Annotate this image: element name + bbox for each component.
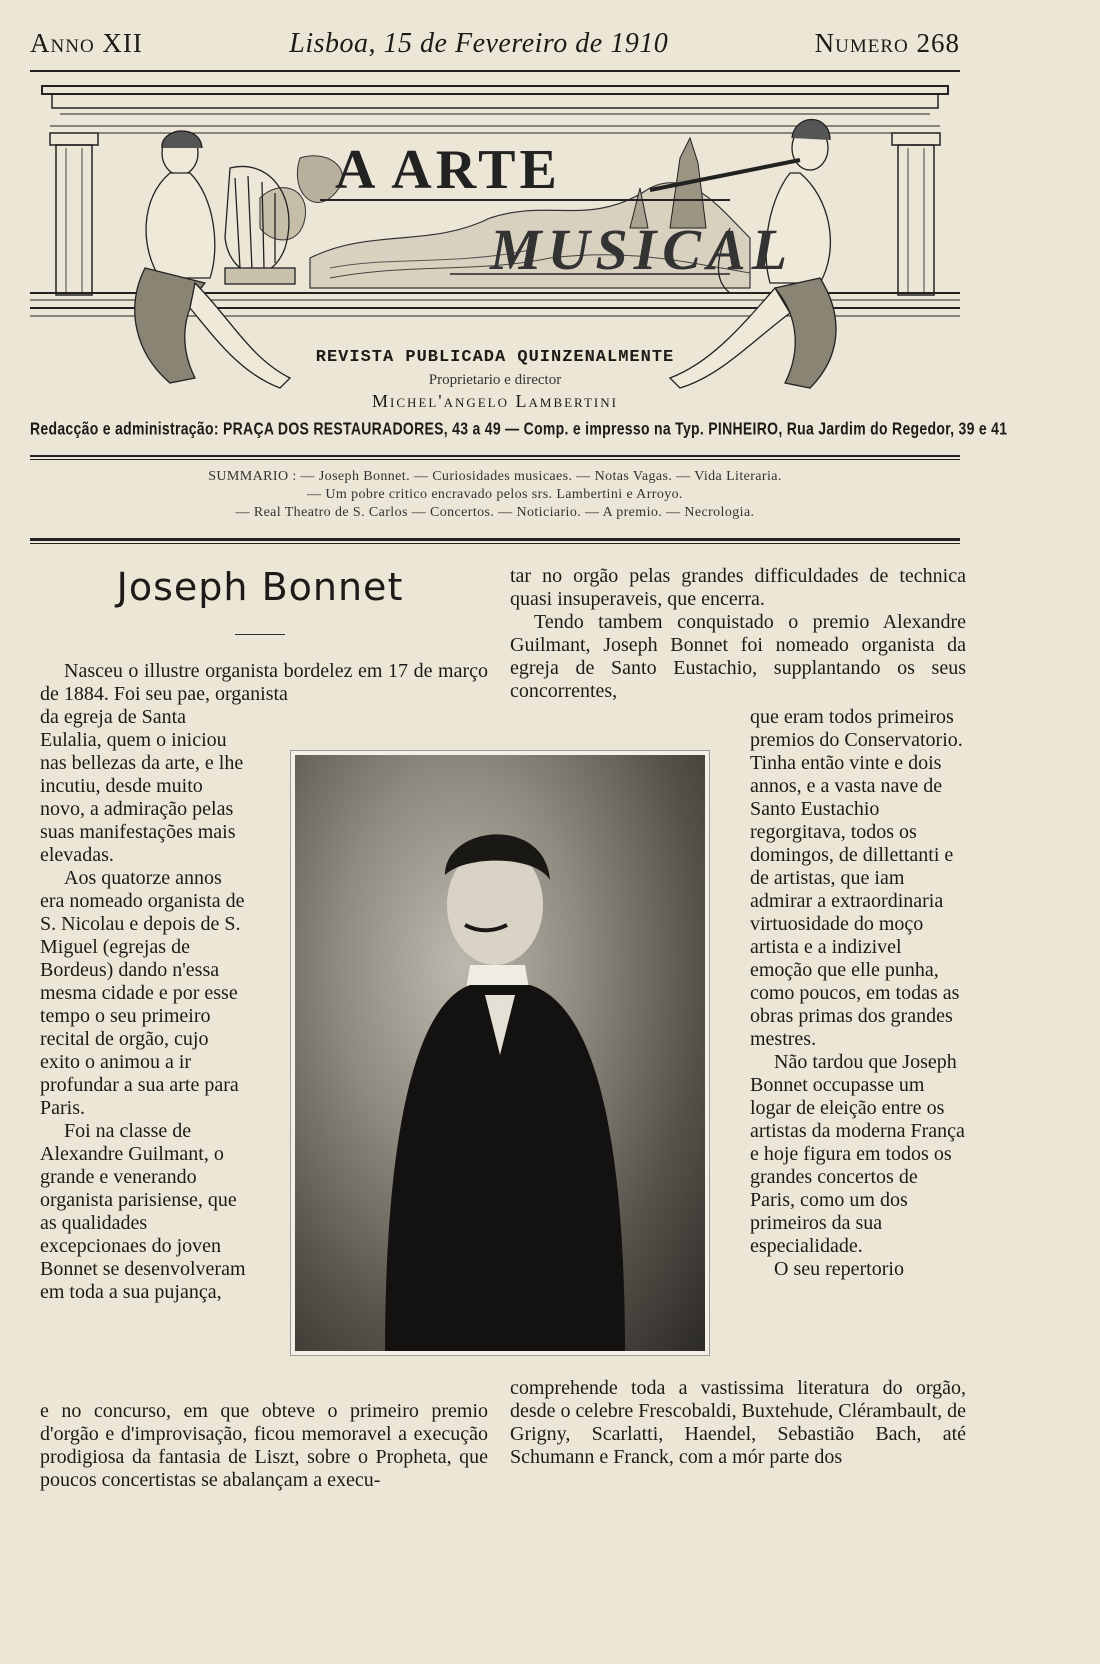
summary: [30, 468, 960, 522]
volume-label: Anno XII: [30, 28, 143, 58]
article-column-right: [510, 565, 966, 703]
issue-date: Lisboa, 15 de Fevereiro de 1910: [289, 28, 669, 59]
article-column-left: [40, 706, 250, 1304]
paragraph-text: Nasceu o illustre organista bordelez em 17 de março de 1884. Foi seu pae, organista: [40, 660, 488, 705]
issue-header: [30, 28, 960, 60]
divider: [30, 543, 960, 544]
paragraph-text: tar no orgão pelas grandes difficuldades de technica quasi insuperaveis, que encerra.: [510, 565, 966, 610]
header-rule: [30, 70, 960, 72]
divider: [30, 459, 960, 460]
masthead-title: A ARTE: [335, 139, 561, 201]
masthead-subtitle: MUSICAL: [490, 217, 794, 282]
director-name: Michel'angelo Lambertini: [372, 391, 618, 411]
summary-line: — Real Theatro de S. Carlos — Concertos. — Noticiario. — A premio. — Necrologia.: [235, 505, 755, 520]
issue-number: Numero 268: [814, 28, 960, 58]
paragraph-text: da egreja de Santa Eulalia, quem o iniciou nas bellezas da arte, e lhe incutiu, desde muito novo, a admiração pelas suas manifestações mais elevadas.: [40, 706, 244, 866]
portrait-photo: [290, 750, 710, 1356]
summary-line: SUMMARIO : — Joseph Bonnet. — Curiosidades musicaes. — Notas Vagas. — Vida Literaria.: [208, 469, 782, 484]
paragraph-text: Foi na classe de Alexandre Guilmant, o grande e venerando organista parisiense, que as qualidades excepcionaes do joven Bonnet se desenvolveram em toda a sua pujança,: [40, 1120, 246, 1303]
divider: [30, 455, 960, 457]
proprietor-label: Proprietario e director: [428, 372, 562, 388]
article-title: Joseph Bonnet: [116, 565, 404, 609]
paragraph-text: e no concurso, em que obteve o primeiro premio d'orgão e d'improvisação, ficou memoravel a execução prodigiosa da fantasia de Liszt, sobre o Propheta, que poucos concertistas se abalançam a execu-: [40, 1400, 488, 1491]
paragraph-text: que eram todos primeiros premios do Conservatorio. Tinha então vinte e dois annos, e a vasta nave de Santo Eustachio regorgitava, todos os domingos, de dillettanti e de artistas, que iam admirar a extraordinaria virtuosidade do moço artista e a indizivel emoção que elle punha, como poucos, em todas as obras primas dos grandes mestres.: [750, 706, 963, 1050]
summary-line: — Um pobre critico encravado pelos srs. Lambertini e Arroyo.: [307, 487, 683, 502]
paragraph-text: Aos quatorze annos era nomeado organista de S. Nicolau e depois de S. Miguel (egrejas de Bordeus) dando n'essa mesma cidade e por esse tempo o seu primeiro recital de orgão, cujo exito o animou a ir profundar a sua arte para Paris.: [40, 867, 245, 1119]
article-paragraph: [40, 1400, 488, 1492]
article-column-right-narrow: [750, 706, 965, 1281]
paragraph-text: Não tardou que Joseph Bonnet occupasse um logar de eleição entre os artistas da moderna França e hoje figura em todos os grandes concertos de Paris, como um dos primeiros da sua especialidade.: [750, 1051, 965, 1257]
paragraph-text: O seu repertorio: [774, 1258, 904, 1280]
address-line: Redacção e administração: PRAÇA DOS RESTAURADORES, 43 a 49 — Comp. e impresso na Typ. PINHEIRO, Rua Jardim do Regedor, 39 e 41: [30, 418, 1008, 438]
article-paragraph: [510, 1377, 966, 1469]
paragraph-text: comprehende toda a vastissima literatura do orgão, desde o celebre Frescobaldi, Buxtehude, Clérambault, de Grigny, Scarlatti, Haendel, Sebastião Bach, até Schumann e Franck, com a mór parte dos: [510, 1377, 966, 1468]
masthead: [30, 78, 960, 418]
paragraph-text: Tendo tambem conquistado o premio Alexandre Guilmant, Joseph Bonnet foi nomeado organista da egreja de Santo Eustachio, supplantando os seus concorrentes,: [510, 611, 966, 702]
article-paragraph: [40, 660, 488, 706]
divider: [30, 538, 960, 541]
title-rule: [235, 634, 285, 635]
portrait-figure: [295, 755, 705, 1351]
tagline: REVISTA PUBLICADA QUINZENALMENTE: [315, 348, 675, 367]
